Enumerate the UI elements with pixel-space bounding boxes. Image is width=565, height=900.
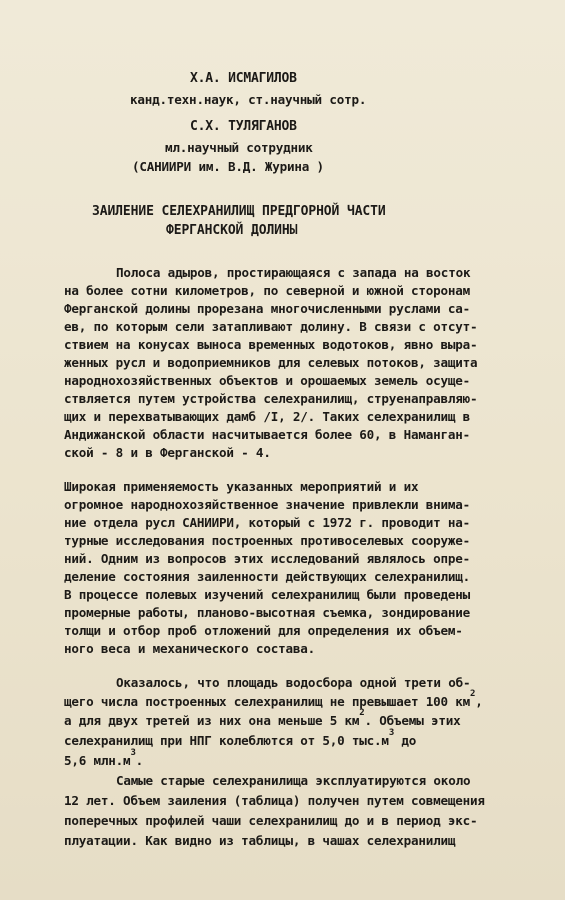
p1-line: народнохозяйственных объектов и орошаемых земель осуще- [64, 373, 471, 388]
p2-line: В процессе полевых изучений селехранилищ были проведены [64, 587, 471, 602]
p4-line: поперечных профилей чаши селехранилищ до и в период экс- [64, 813, 478, 828]
p2-line: Широкая применяемость указанных мероприятий и их [64, 479, 419, 494]
p2-line: огромное народнохозяйственное значение привлекли внима- [64, 497, 471, 512]
p1-line: Полоса адыров, простирающаяся с запада на восток [116, 265, 471, 280]
author1-name: Х.А. ИСМАГИЛОВ [190, 71, 297, 86]
author2-title: мл.научный сотрудник [165, 140, 313, 155]
p1-line: щих и перехватывающих дамб /I, 2/. Таких селехранилищ в [64, 409, 471, 424]
p1-line: Ферганской долины прорезана многочисленными руслами са- [64, 301, 471, 316]
affiliation: (САНИИРИ им. В.Д. Журина ) [132, 159, 324, 174]
p4-line: плуатации. Как видно из таблицы, в чашах селехранилищ [64, 833, 456, 848]
p3-line: 5,6 $млн.м^3$. [64, 748, 144, 768]
p3-line: а для двух третей из них она меньше 5 $км^2$. Объемы этих [64, 708, 461, 728]
p1-line: ствием на конусах выноса временных водотоков, явно выра- [64, 337, 478, 352]
p1-line: Андижанской области насчитывается более 60, в Наманган- [64, 427, 471, 442]
p1-line: ской - 8 и в Ферганской - 4. [64, 445, 271, 460]
p2-line: деление состояния заиленности действующих селехранилищ. [64, 569, 471, 584]
p3-line: щего числа построенных селехранилищ не превышает 100 $км^2$, [64, 689, 483, 709]
superscript: 2 [359, 708, 365, 718]
p2-line: толщи и отбор проб отложений для определения их объем- [64, 623, 463, 638]
p2-line: турные исследования построенных противоселевых сооруже- [64, 533, 471, 548]
article-title-line2: ФЕРГАНСКОЙ ДОЛИНЫ [166, 223, 298, 238]
p1-line: ев, по которым сели затапливают долину. В связи с отсут- [64, 319, 478, 334]
superscript: 3 [388, 728, 395, 738]
p1-line: на более сотни километров, по северной и южной сторонам [64, 283, 471, 298]
p1-line: женных русл и водоприемников для селевых потоков, защита [64, 355, 478, 370]
p2-line: ного веса и механического состава. [64, 641, 315, 656]
p3-line: Оказалось, что площадь водосбора одной трети об- [116, 675, 471, 690]
p4-line: 12 лет. Объем заиления (таблица) получен путем совмещения [64, 793, 485, 808]
p2-line: ние отдела русл САНИИРИ, который с 1972 г. проводит на- [64, 515, 471, 530]
superscript: 3 [130, 748, 136, 758]
author2-name: С.Х. ТУЛЯГАНОВ [190, 119, 297, 134]
p2-line: промерные работы, планово-высотная съемка, зондирование [64, 605, 471, 620]
author1-title: канд.техн.наук, ст.научный сотр. [130, 92, 367, 107]
p2-line: ний. Одним из вопросов этих исследований являлось опре- [64, 551, 471, 566]
article-title-line1: ЗАИЛЕНИЕ СЕЛЕХРАНИЛИЩ ПРЕДГОРНОЙ ЧАСТИ [92, 204, 386, 219]
superscript: 2 [470, 689, 476, 699]
p4-line: Самые старые селехранилища эксплуатируются около [116, 773, 471, 788]
p3-line: селехранилищ при НПГ колеблются от 5,0 $тыс.м^3$ до [64, 728, 417, 748]
p1-line: ствляется путем устройства селехранилищ, струенаправляю- [64, 391, 478, 406]
